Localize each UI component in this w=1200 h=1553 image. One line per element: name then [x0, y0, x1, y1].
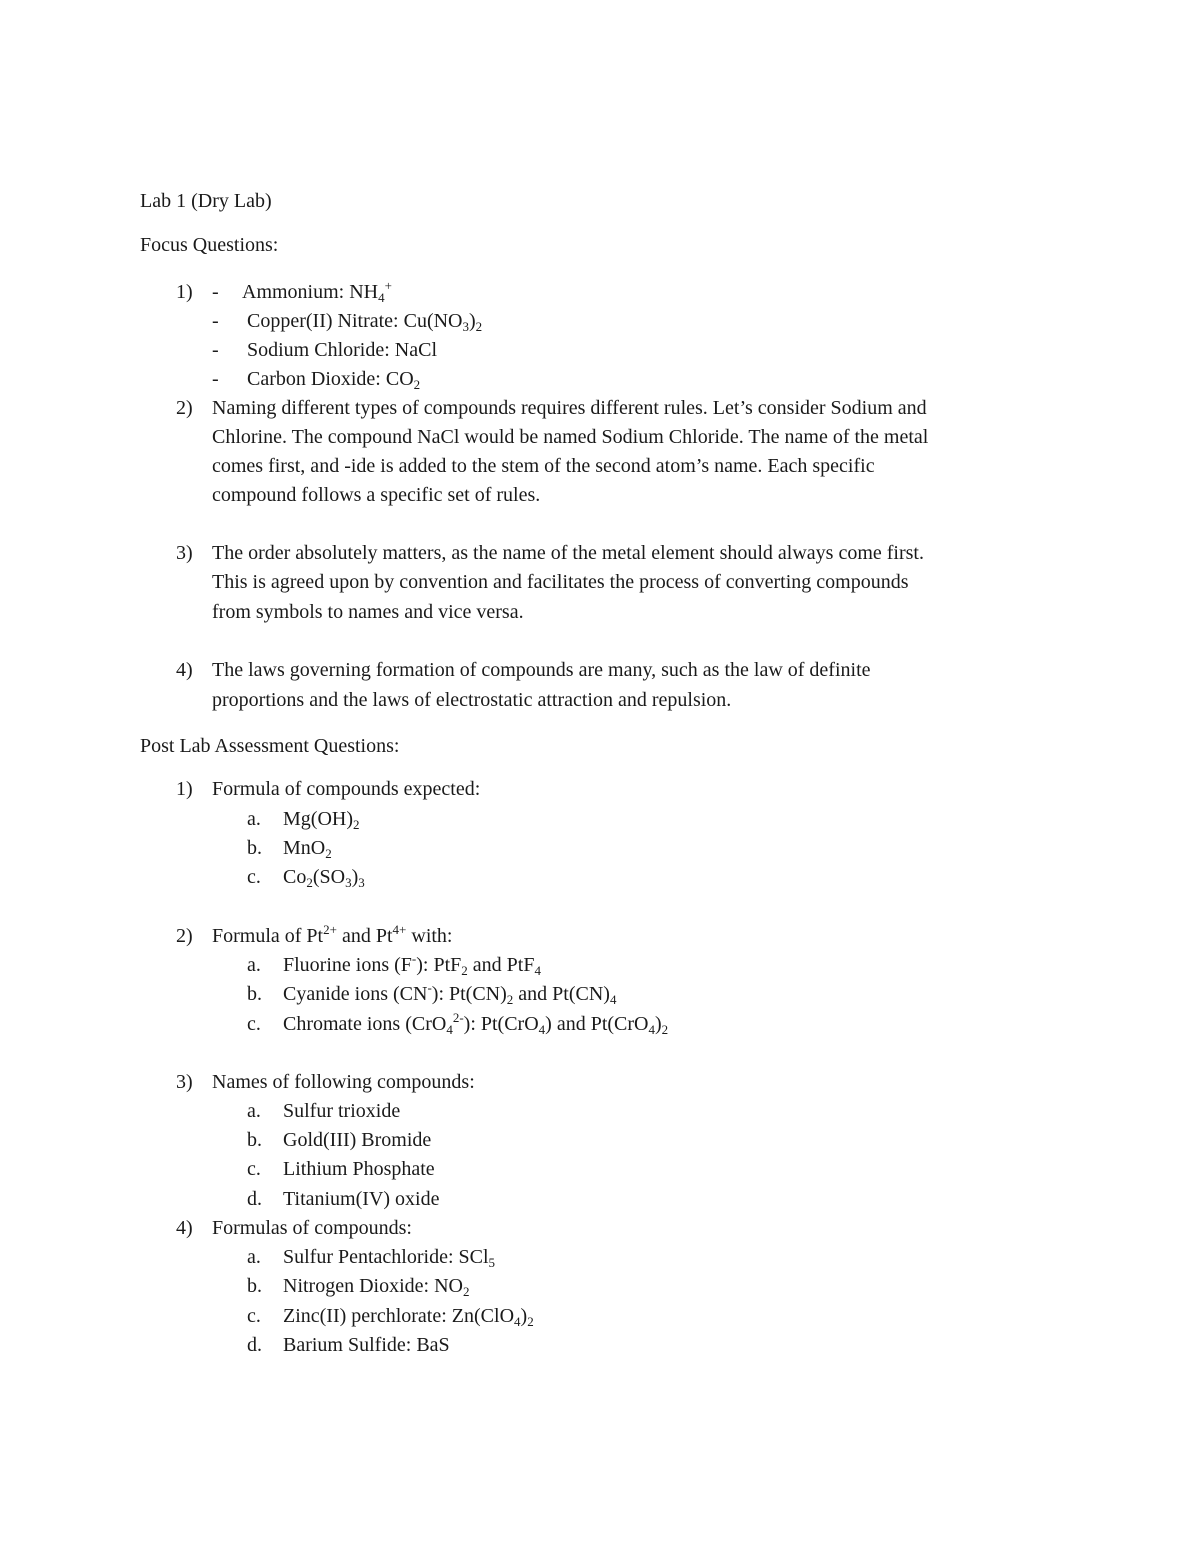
focus-q1-number: 1) [176, 281, 193, 303]
post-q4-text: Formulas of compounds: [212, 1217, 412, 1239]
list-dash: - [212, 310, 219, 332]
post-q4-number: 4) [176, 1217, 193, 1239]
post-q1-item-a: $Mg(OH)_2$ [283, 808, 360, 832]
focus-q3-number: 3) [176, 542, 193, 564]
post-q1-item-c: $Co_2(SO_3)_3$ [283, 866, 365, 890]
item-letter: b. [247, 1275, 262, 1297]
focus-q3-line: from symbols to names and vice versa. [212, 601, 524, 623]
page-title: Lab 1 (Dry Lab) [140, 190, 272, 212]
focus-q2-line: comes first, and -ide is added to the stem of the second atom’s name. Each specific [212, 455, 875, 477]
copper-nitrate-line: Copper(II) Nitrate: $Cu(NO_3)_2$ [247, 310, 483, 334]
post-q2-text: Formula of $Pt^{2+}$ and $Pt^{4+}$ with: [212, 922, 453, 947]
focus-q2-line: Naming different types of compounds requires different rules. Let’s consider Sodium and [212, 397, 927, 419]
post-q3-number: 3) [176, 1071, 193, 1093]
post-q4-item-d: Barium Sulfide: BaS [283, 1334, 450, 1356]
item-letter: c. [247, 1158, 261, 1180]
focus-q4-line: proportions and the laws of electrostatic attraction and repulsion. [212, 689, 732, 711]
post-q1-item-b: MnO$_2$ [283, 837, 332, 861]
item-letter: a. [247, 808, 261, 830]
focus-q2-number: 2) [176, 397, 193, 419]
item-letter: b. [247, 983, 262, 1005]
post-q4-item-b: Nitrogen Dioxide: $NO_2$ [283, 1275, 470, 1299]
post-q2-item-a: Fluorine ions (F-): PtF$_2$ and PtF$_4$ [283, 951, 541, 978]
post-q2-number: 2) [176, 925, 193, 947]
list-dash: - [212, 368, 219, 390]
list-dash: - [212, 281, 219, 303]
focus-q4-number: 4) [176, 659, 193, 681]
ammonium-line: Ammonium: $NH_4^+$ [242, 278, 392, 305]
focus-q3-line: This is agreed upon by convention and facilitates the process of converting compounds [212, 571, 909, 593]
focus-q2-line: Chlorine. The compound NaCl would be named Sodium Chloride. The name of the metal [212, 426, 929, 448]
post-q1-number: 1) [176, 778, 193, 800]
item-letter: d. [247, 1188, 262, 1210]
item-letter: a. [247, 1246, 261, 1268]
item-letter: a. [247, 954, 261, 976]
item-letter: d. [247, 1334, 262, 1356]
item-letter: b. [247, 837, 262, 859]
post-q3-item: Sulfur trioxide [283, 1100, 401, 1122]
post-q4-item-a: Sulfur Pentachloride: SCl$_5$ [283, 1246, 496, 1270]
carbon-dioxide-line: Carbon Dioxide: $CO_2$ [247, 368, 421, 392]
item-letter: c. [247, 1013, 261, 1035]
post-q2-item-c: Chromate ions (CrO$_4^{2-}$): Pt(CrO$_4$) and $Pt(CrO_4)_2$ [283, 1010, 669, 1037]
post-lab-heading: Post Lab Assessment Questions: [140, 735, 400, 757]
focus-q4-line: The laws governing formation of compounds are many, such as the law of definite [212, 659, 871, 681]
post-q3-item: Titanium(IV) oxide [283, 1188, 440, 1210]
post-q3-item: Gold(III) Bromide [283, 1129, 432, 1151]
post-q3-item: Lithium Phosphate [283, 1158, 435, 1180]
post-q3-text: Names of following compounds: [212, 1071, 475, 1093]
post-q2-item-b: Cyanide ions (CN-): $Pt(CN)_2$ and $Pt(CN)_4$ [283, 980, 617, 1007]
post-q4-item-c: Zinc(II) perchlorate: $Zn(ClO_4)_2$ [283, 1305, 534, 1329]
item-letter: c. [247, 866, 261, 888]
sodium-chloride-line: Sodium Chloride: NaCl [247, 339, 437, 361]
focus-q2-line: compound follows a specific set of rules. [212, 484, 541, 506]
post-q1-text: Formula of compounds expected: [212, 778, 481, 800]
item-letter: c. [247, 1305, 261, 1327]
item-letter: a. [247, 1100, 261, 1122]
item-letter: b. [247, 1129, 262, 1151]
focus-q3-line: The order absolutely matters, as the name of the metal element should always come first. [212, 542, 924, 564]
focus-questions-heading: Focus Questions: [140, 234, 279, 256]
list-dash: - [212, 339, 219, 361]
